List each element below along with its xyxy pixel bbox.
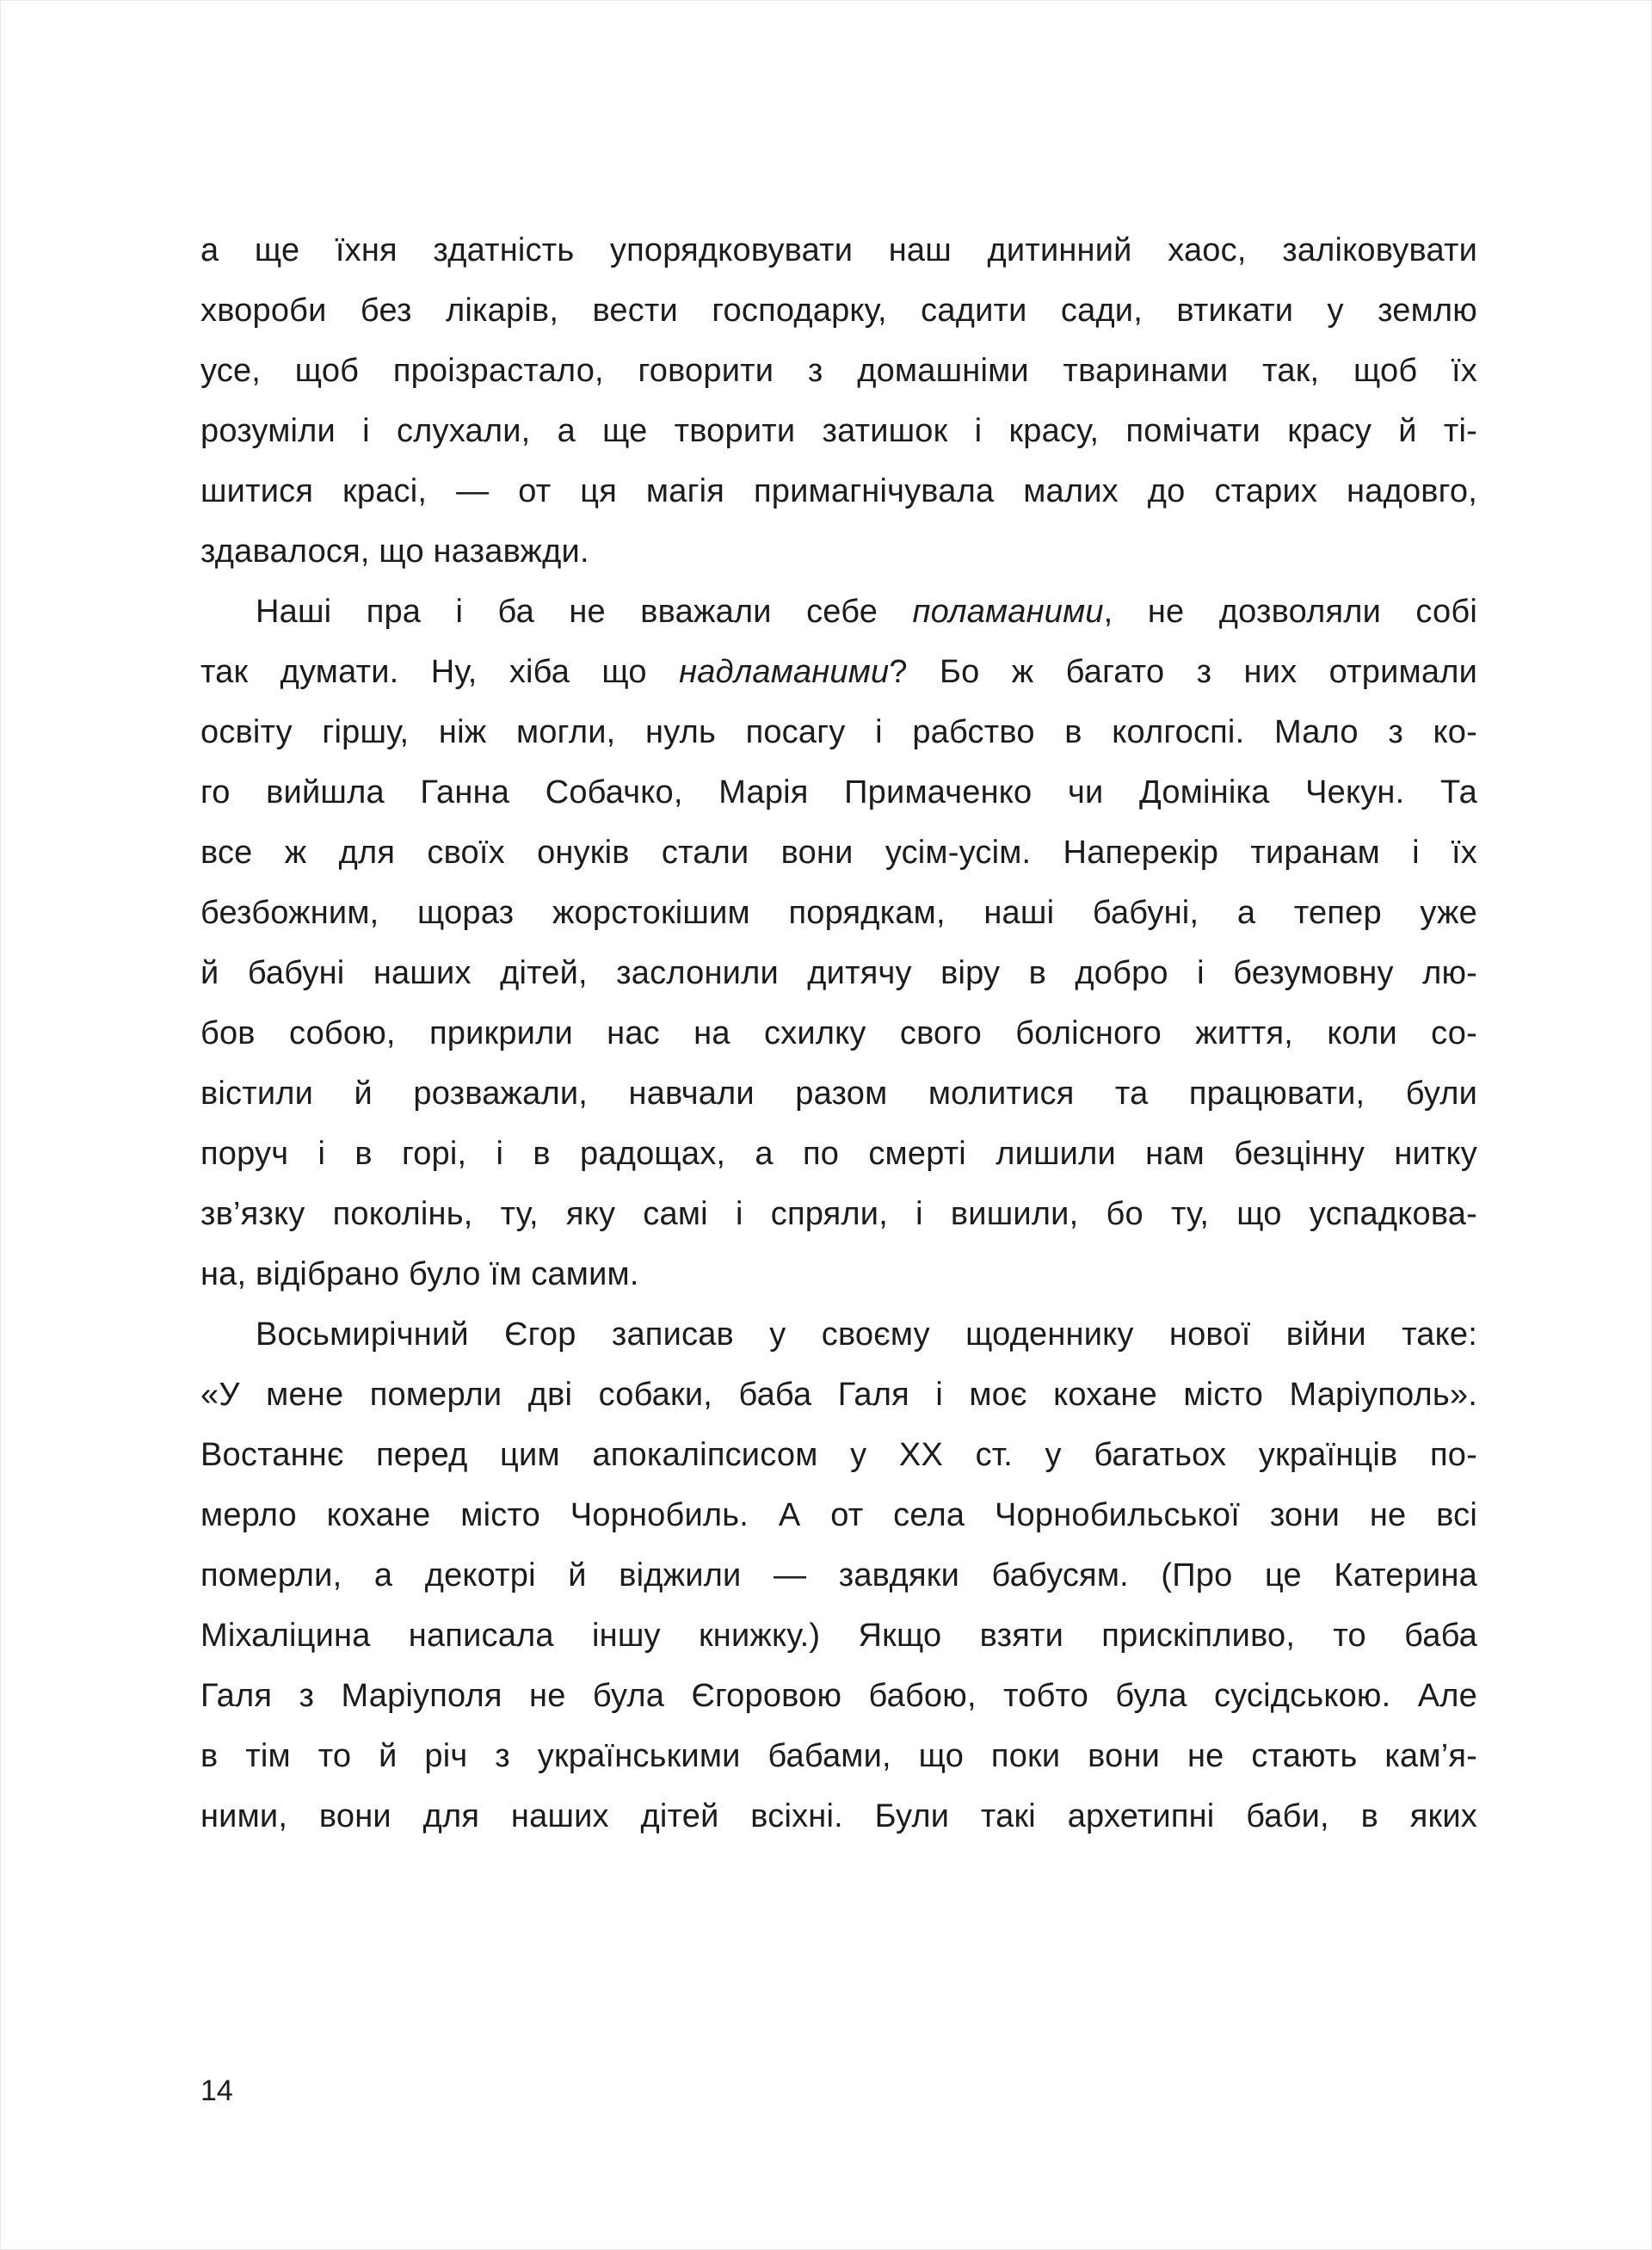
italic-text-run: надламаними xyxy=(679,654,890,690)
text-run: хвороби без лікарів, вести господарку, садити сади, втикати у землю xyxy=(200,293,1477,329)
text-run: померли, а декотрі й віджили — завдяки бабусям. (Про це Катерина xyxy=(200,1557,1477,1593)
text-line xyxy=(200,1786,1477,1846)
text-run: бов собою, прикрили нас на схилку свого болісного життя, коли со- xyxy=(200,1015,1477,1051)
text-line xyxy=(200,1485,1477,1545)
text-line xyxy=(200,280,1477,341)
text-run: шитися красі, — от ця магія примагнічувала малих до старих надовго, xyxy=(200,473,1477,509)
text-line xyxy=(200,582,1477,642)
text-line xyxy=(200,1003,1477,1063)
text-line xyxy=(200,1304,1477,1365)
text-run: «У мене померли дві собаки, баба Галя і моє кохане місто Маріуполь». xyxy=(200,1377,1477,1413)
text-run: а ще їхня здатність упорядковувати наш дитинний хаос, заліковувати xyxy=(200,232,1477,268)
italic-text-run: поламаними xyxy=(912,594,1104,630)
text-run: поруч і в горі, і в радощах, а по смерті лишили нам безцінну нитку xyxy=(200,1136,1477,1172)
text-line xyxy=(200,762,1477,823)
text-run: Восьмирічний Єгор записав у своєму щоденнику нової війни таке: xyxy=(256,1316,1477,1353)
text-run: ними, вони для наших дітей всіхні. Були такі архетипні баби, в яких xyxy=(200,1798,1477,1834)
text-block xyxy=(200,220,1477,1846)
text-run: Галя з Маріуполя не була Єгоровою бабою, тобто була сусідською. Але xyxy=(200,1678,1477,1714)
text-run: так думати. Ну, хіба що xyxy=(200,654,680,690)
text-run: розуміли і слухали, а ще творити затишок і красу, помічати красу й ті- xyxy=(200,413,1477,449)
text-line xyxy=(200,1063,1477,1124)
page-number: 14 xyxy=(200,2074,233,2107)
text-line xyxy=(200,401,1477,461)
text-line xyxy=(200,1606,1477,1666)
text-run: в тім то й річ з українськими бабами, що поки вони не стають кам’я- xyxy=(200,1738,1477,1774)
text-line xyxy=(200,220,1477,280)
text-line xyxy=(200,461,1477,521)
text-run: усе, щоб проізрастало, говорити з домашніми тваринами так, щоб їх xyxy=(200,353,1477,389)
text-line xyxy=(200,642,1477,702)
text-run: на, відібрано було їм самим. xyxy=(200,1256,639,1292)
text-run: Востаннє перед цим апокаліпсисом у XX ст. у багатьох українців по- xyxy=(200,1437,1477,1473)
text-run: го вийшла Ганна Собачко, Марія Примаченко чи Домініка Чекун. Та xyxy=(200,774,1477,811)
text-line xyxy=(200,702,1477,762)
text-line xyxy=(200,341,1477,401)
text-run: освіту гіршу, ніж могли, нуль посагу і рабство в колгоспі. Мало з ко- xyxy=(200,714,1477,750)
text-line xyxy=(200,521,1477,582)
text-run: вістили й розважали, навчали разом молитися та працювати, були xyxy=(200,1076,1477,1112)
text-line xyxy=(200,943,1477,1003)
text-line xyxy=(200,1726,1477,1786)
text-line xyxy=(200,1244,1477,1304)
text-run: Міхаліцина написала іншу книжку.) Якщо взяти прискіпливо, то баба xyxy=(200,1618,1477,1654)
text-run: мерло кохане місто Чорнобиль. А от села Чорнобильської зони не всі xyxy=(200,1497,1477,1533)
text-run: ? Бо ж багато з них отримали xyxy=(889,654,1477,690)
text-line xyxy=(200,883,1477,943)
text-line xyxy=(200,1184,1477,1244)
text-run: , не дозволяли собі xyxy=(1103,594,1477,630)
text-run: й бабуні наших дітей, заслонили дитячу віру в добро і безумовну лю- xyxy=(200,955,1477,991)
text-run: безбожним, щораз жорстокішим порядкам, наші бабуні, а тепер уже xyxy=(200,895,1477,931)
text-line xyxy=(200,1425,1477,1485)
text-line xyxy=(200,823,1477,883)
text-run: здавалося, що назавжди. xyxy=(200,533,589,570)
text-run: зв’язку поколінь, ту, яку самі і спряли, і вишили, бо ту, що успадкова- xyxy=(200,1196,1477,1232)
text-line xyxy=(200,1545,1477,1606)
text-line xyxy=(200,1124,1477,1184)
text-run: все ж для своїх онуків стали вони усім-усім. Наперекір тиранам і їх xyxy=(200,835,1477,871)
text-run: Наші пра і ба не вважали себе xyxy=(256,594,913,630)
text-line xyxy=(200,1666,1477,1726)
text-line xyxy=(200,1365,1477,1425)
